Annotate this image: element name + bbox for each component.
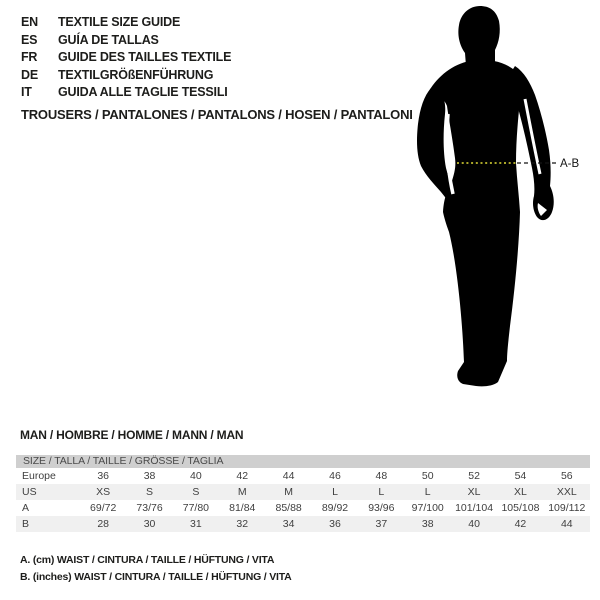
table-row-europe: [16, 468, 590, 484]
language-code: IT: [21, 85, 32, 99]
language-row-it: [21, 84, 231, 102]
cell: 42: [514, 518, 527, 530]
cell: 31: [190, 518, 202, 530]
cell: 93/96: [368, 502, 395, 514]
measurement-notes: [20, 552, 292, 585]
cell: L: [424, 486, 431, 498]
note-a-cm: A. (cm) WAIST / CINTURA / TAILLE / HÜFTUNG / VITA: [20, 554, 275, 566]
man-silhouette: [417, 6, 554, 386]
cell: 46: [329, 470, 341, 482]
language-code: DE: [21, 67, 38, 82]
cell: 37: [375, 518, 388, 530]
language-label: TEXTILE SIZE GUIDE: [58, 15, 181, 29]
cell: 38: [421, 518, 434, 530]
language-row-de: [21, 67, 231, 85]
cell: 28: [97, 518, 110, 530]
language-label: GUIDA ALLE TAGLIE TESSILI: [58, 85, 228, 99]
table-row-us: [16, 484, 590, 500]
cell: S: [192, 486, 200, 498]
note-b-inches: B. (inches) WAIST / CINTURA / TAILLE / HÜFTUNG / VITA: [20, 570, 292, 583]
language-list: [21, 14, 231, 102]
cell: L: [378, 486, 385, 498]
language-row-fr: [21, 49, 231, 67]
cell: 89/92: [321, 502, 349, 514]
cell: 40: [190, 470, 202, 482]
cell: 40: [468, 518, 480, 530]
section-title-man: MAN / HOMBRE / HOMME / MANN / MAN: [20, 428, 244, 442]
row-label: B: [22, 518, 30, 530]
row-label: A: [22, 502, 30, 514]
cell: 109/112: [548, 502, 586, 514]
cell: 44: [560, 518, 573, 530]
cell: 30: [143, 518, 156, 530]
language-label: GUIDE DES TAILLES TEXTILE: [58, 50, 232, 64]
cell: XXL: [556, 486, 577, 498]
cell: S: [146, 486, 154, 498]
cell: 36: [97, 470, 110, 482]
cell: 48: [375, 470, 388, 482]
cell: 32: [236, 518, 249, 530]
cell: 73/76: [136, 502, 163, 514]
man-silhouette-figure: [400, 0, 600, 400]
cell: 44: [282, 470, 295, 482]
size-table-header: SIZE / TALLA / TAILLE / GRÖSSE / TAGLIA: [16, 455, 590, 468]
cell: L: [332, 486, 338, 498]
cell: 85/88: [275, 502, 302, 514]
cell: 77/80: [182, 502, 210, 514]
size-table: [16, 455, 590, 532]
cell: 38: [143, 470, 156, 482]
cell: M: [284, 486, 293, 498]
language-label: GUÍA DE TALLAS: [58, 32, 159, 47]
language-code: ES: [21, 32, 38, 47]
cell: 52: [468, 470, 480, 482]
cell: M: [237, 486, 247, 498]
cell: 34: [282, 518, 295, 530]
cell: 50: [421, 470, 434, 482]
language-label: TEXTILGRÖßENFÜHRUNG: [58, 67, 214, 82]
cell: 81/84: [229, 502, 256, 514]
cell: 69/72: [90, 502, 117, 514]
cell: 42: [236, 470, 249, 482]
language-code: FR: [21, 50, 38, 64]
waist-measure-label: A-B: [560, 158, 580, 170]
cell: XL: [514, 486, 527, 498]
cell: XL: [467, 486, 481, 498]
language-row-en: [21, 14, 231, 32]
cell: 36: [329, 518, 341, 530]
language-row-es: [21, 32, 231, 50]
cell: 97/100: [411, 502, 444, 514]
table-row-b-inches: [16, 516, 590, 532]
garment-title: TROUSERS / PANTALONES / PANTALONS / HOSEN / PANTALONI: [21, 107, 413, 122]
table-row-a-cm: [16, 500, 590, 516]
cell: 56: [560, 470, 573, 482]
cell: 101/104: [455, 502, 494, 514]
cell: 105/108: [501, 502, 540, 514]
row-label: US: [22, 486, 37, 498]
cell: 54: [514, 470, 527, 482]
row-label: Europe: [22, 470, 56, 482]
language-code: EN: [21, 15, 38, 29]
cell: XS: [96, 486, 111, 498]
